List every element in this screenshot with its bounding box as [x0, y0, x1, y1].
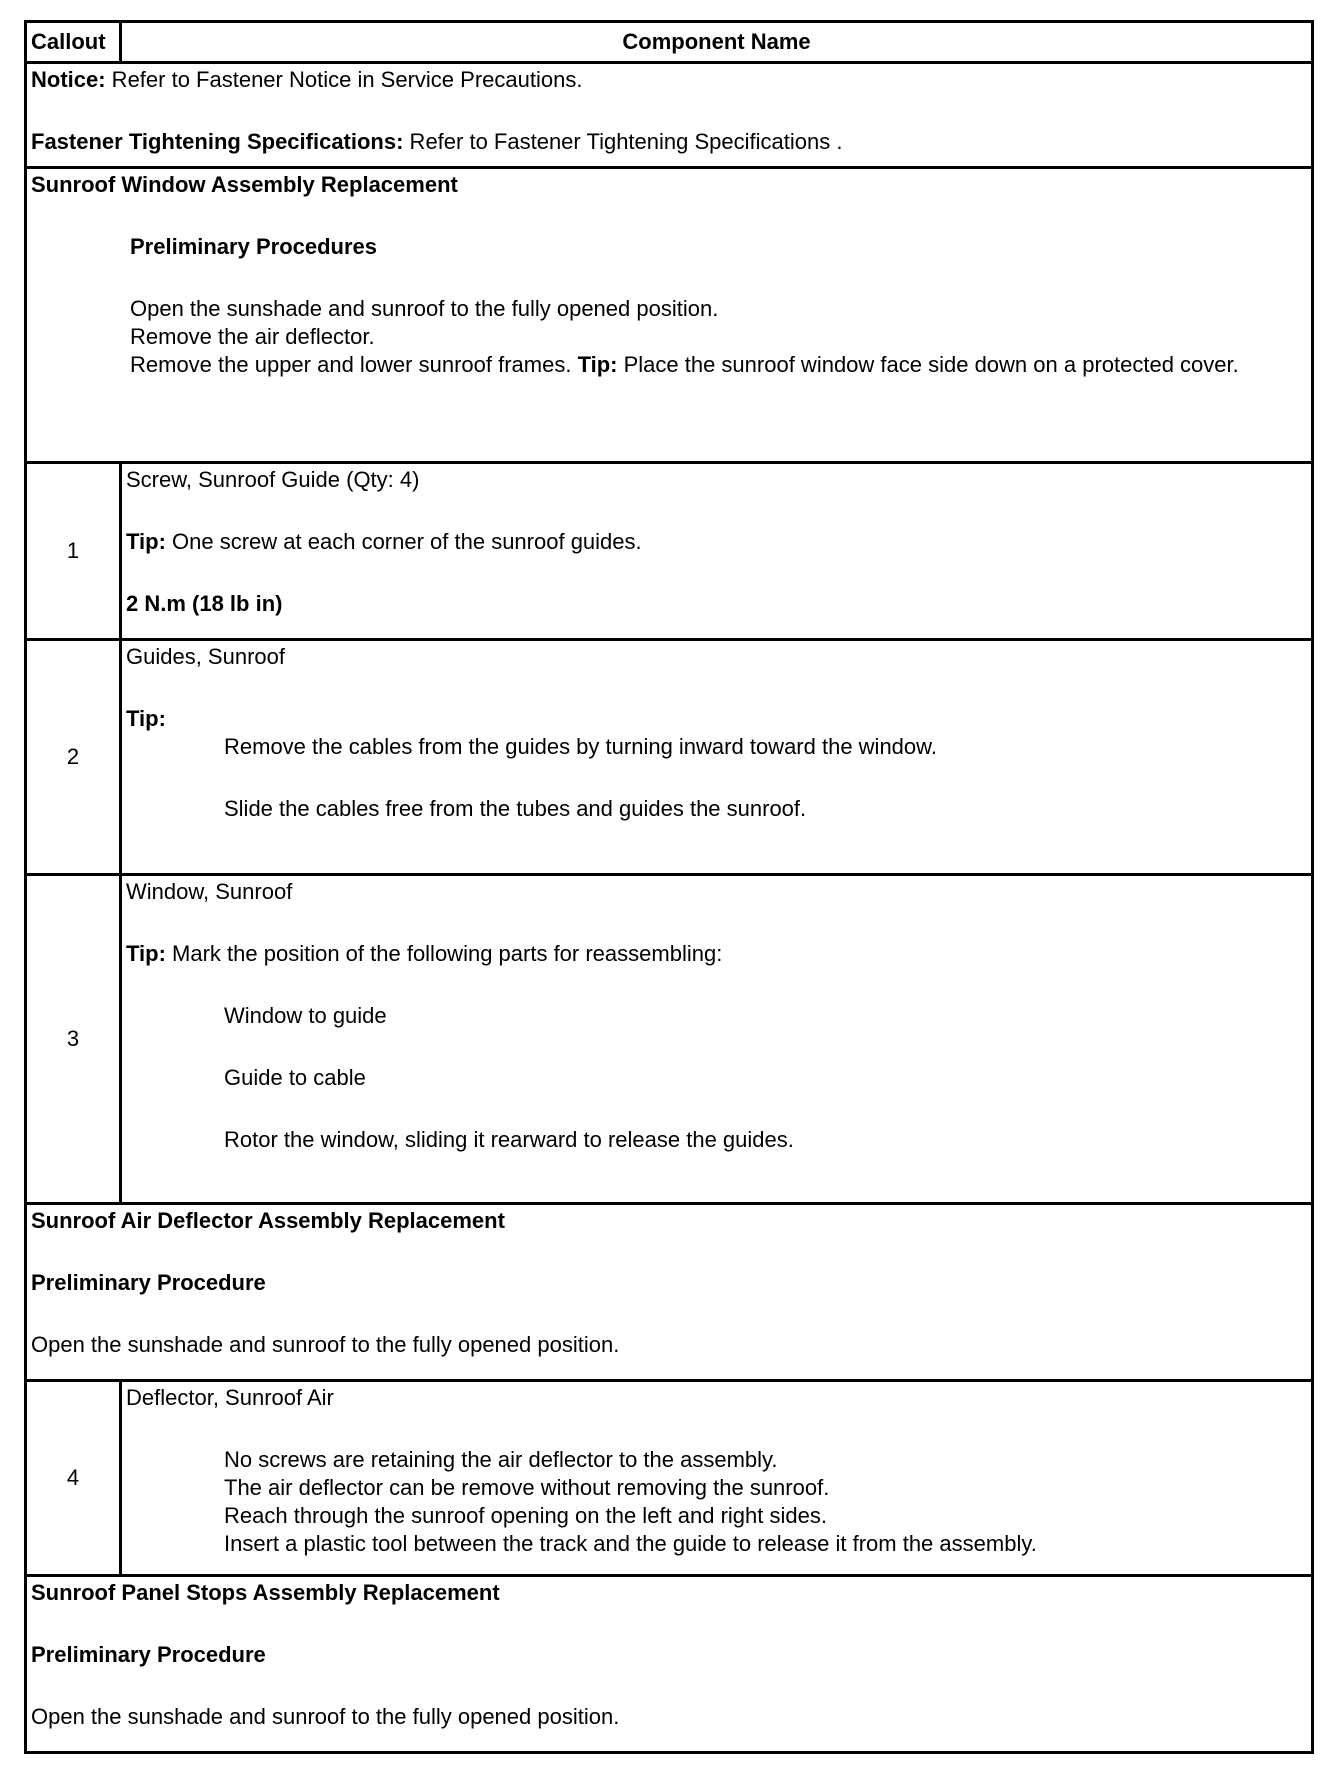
callout-number: 1 [26, 463, 121, 640]
section-window [26, 168, 1313, 463]
section-title: Sunroof Panel Stops Assembly Replacement [31, 1580, 500, 1605]
notice-row [26, 63, 1313, 168]
section-title: Sunroof Window Assembly Replacement [31, 172, 458, 197]
tip-label: Tip: [126, 941, 166, 966]
section-air-deflector [26, 1204, 1313, 1381]
component-name: Deflector, Sunroof Air [126, 1385, 334, 1410]
prelim-step: Open the sunshade and sunroof to the fully opened position. [31, 1332, 620, 1357]
notice-label: Notice: [31, 67, 106, 92]
prelim-step: Open the sunshade and sunroof to the fully opened position. [130, 296, 719, 321]
component-name: Screw, Sunroof Guide (Qty: 4) [126, 467, 420, 492]
callout-row-2 [26, 640, 1313, 875]
callout-number: 3 [26, 875, 121, 1204]
tip-item: Reach through the sunroof opening on the left and right sides. [224, 1503, 827, 1528]
component-header: Component Name [121, 22, 1313, 63]
callout-row-4 [26, 1381, 1313, 1576]
tip-item: Slide the cables free from the tubes and guides the sunroof. [224, 796, 807, 821]
tip-item: The air deflector can be remove without removing the sunroof. [224, 1475, 830, 1500]
component-name: Guides, Sunroof [126, 644, 285, 669]
tip-item: Window to guide [224, 1003, 387, 1028]
prelim-step: Remove the air deflector. [130, 324, 375, 349]
prelim-title: Preliminary Procedures [130, 234, 378, 259]
section-panel-stops [26, 1576, 1313, 1753]
tip-item: Guide to cable [224, 1065, 366, 1090]
tip-text: Mark the position of the following parts for reassembling: [165, 941, 723, 966]
callout-row-3 [26, 875, 1313, 1204]
tip-item: Insert a plastic tool between the track and the guide to release it from the assembly. [224, 1531, 1037, 1556]
tip-label: Tip: [126, 706, 166, 731]
callout-number: 4 [26, 1381, 121, 1576]
tip-text: One screw at each corner of the sunroof guides. [165, 529, 642, 554]
tip-text: Place the sunroof window face side down on a protected cover. [617, 352, 1239, 377]
tip-item: Remove the cables from the guides by turning inward toward the window. [224, 734, 937, 759]
notice-text: Refer to Fastener Notice in Service Precautions. [105, 67, 583, 92]
component-name: Window, Sunroof [126, 879, 293, 904]
spec-label: Fastener Tightening Specifications: [31, 129, 404, 154]
prelim-step: Open the sunshade and sunroof to the fully opened position. [31, 1704, 620, 1729]
section-title: Sunroof Air Deflector Assembly Replacement [31, 1208, 505, 1233]
spec-text: Refer to Fastener Tightening Specifications . [403, 129, 843, 154]
procedure-table [24, 20, 1314, 1754]
tip-item: No screws are retaining the air deflector to the assembly. [224, 1447, 778, 1472]
prelim-step: Remove the upper and lower sunroof frames. [130, 352, 578, 377]
prelim-title: Preliminary Procedure [31, 1642, 266, 1667]
tip-label: Tip: [577, 352, 618, 377]
tip-label: Tip: [126, 529, 166, 554]
prelim-title: Preliminary Procedure [31, 1270, 266, 1295]
torque-spec: 2 N.m (18 lb in) [126, 591, 283, 616]
header-row [26, 22, 1313, 63]
callout-number: 2 [26, 640, 121, 875]
tip-item: Rotor the window, sliding it rearward to release the guides. [224, 1127, 794, 1152]
callout-header: Callout [26, 22, 121, 63]
callout-row-1 [26, 463, 1313, 640]
